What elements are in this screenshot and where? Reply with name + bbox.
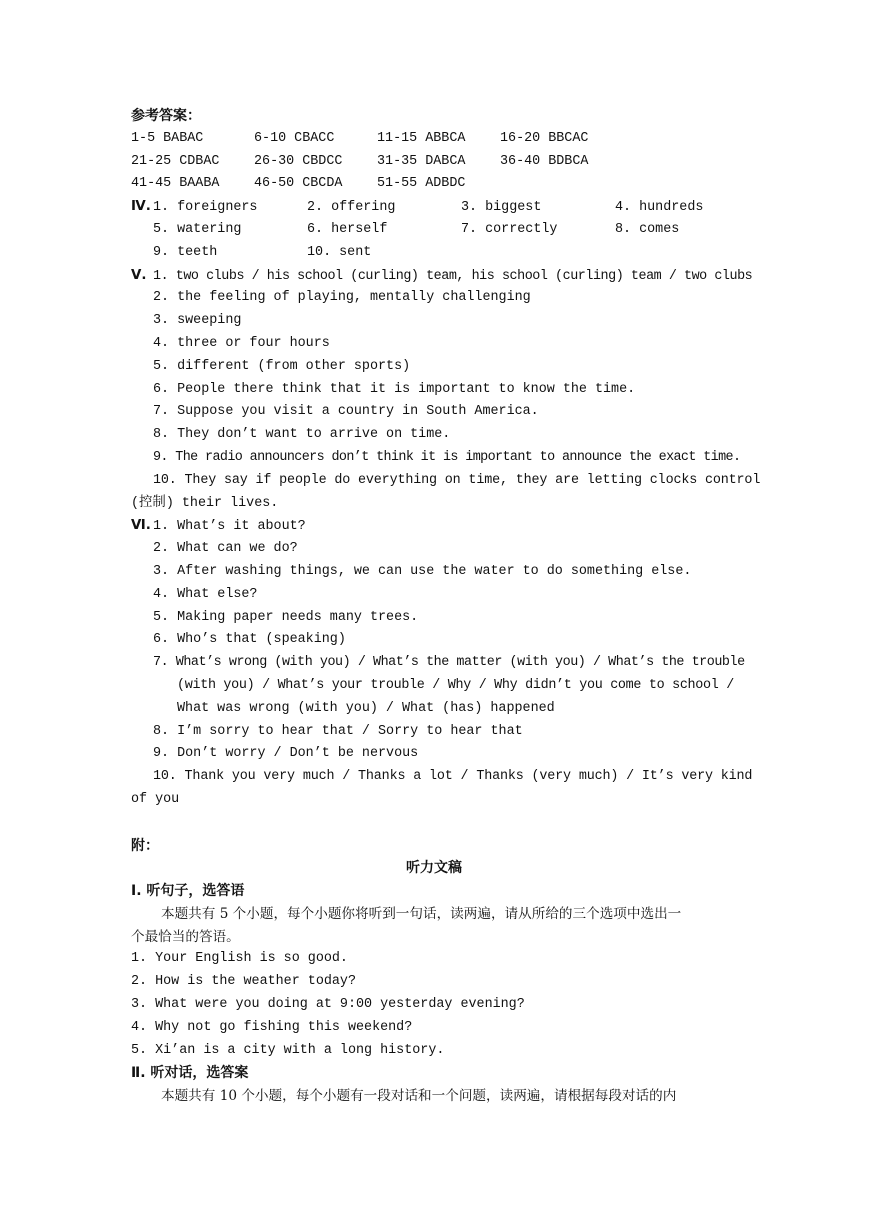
sec6-item-continued: (with you) / What’s your trouble / Why / Why didn’t you come to school / (177, 677, 734, 693)
mc-cell: 1-5 BABAC (131, 130, 204, 146)
sec4-roman: Ⅳ. (131, 199, 151, 215)
part1-sentence: 1. Your English is so good. (131, 951, 348, 967)
sec5-item: 7. Suppose you visit a country in South America. (153, 404, 539, 420)
sec5-item: 3. sweeping (153, 313, 242, 329)
sec5-item: 9. The radio announcers don’t think it is important to announce the exact time. (153, 449, 741, 465)
sec6-item: 9. Don’t worry / Don’t be nervous (153, 746, 419, 762)
mc-cell: 6-10 CBACC (254, 130, 335, 146)
sec5-item: 1. two clubs / his school (curling) team, his school (curling) team / two clubs (153, 268, 753, 284)
appendix-label: 附： (131, 837, 159, 854)
sec5-item: 8. They don’t want to arrive on time. (153, 427, 451, 443)
mc-cell: 21-25 CDBAC (131, 153, 220, 169)
sec6-item: 3. After washing things, we can use the water to do something else. (153, 563, 692, 579)
sec5-item: 10. They say if people do everything on time, they are letting clocks control (153, 472, 761, 488)
sec6-item: 8. I’m sorry to hear that / Sorry to hear that (153, 723, 523, 739)
sec5-item: 4. three or four hours (153, 335, 330, 351)
sec4-row (131, 196, 737, 219)
sec6-item-continued: What was wrong (with you) / What (has) happened (177, 700, 555, 716)
sec4-row (131, 219, 737, 242)
mc-cell: 16-20 BBCAC (500, 130, 589, 146)
mc-cell: 46-50 CBCDA (254, 176, 343, 192)
mc-cell: 11-15 ABBCA (377, 130, 466, 146)
sec4-item: 2. offering (307, 200, 396, 216)
mc-row (131, 128, 737, 151)
sec6-item: 5. Making paper needs many trees. (153, 609, 419, 625)
part1-sentence: 3. What were you doing at 9:00 yesterday evening? (131, 997, 525, 1013)
part1-sentence: 5. Xi’an is a city with a long history. (131, 1042, 445, 1058)
sec5-roman: Ⅴ. (131, 267, 147, 283)
sec4-item: 10. sent (307, 244, 372, 260)
sec5-line (131, 265, 753, 288)
sec4-item: 4. hundreds (615, 200, 704, 216)
sec4-item: 6. herself (307, 221, 388, 237)
mc-cell: 51-55 ADBDC (377, 176, 466, 192)
mc-row (131, 173, 737, 196)
sec4-item: 7. correctly (461, 221, 558, 237)
sec6-item: 6. Who’s that (speaking) (153, 632, 346, 648)
sec4-item: 1. foreigners (153, 200, 258, 216)
sec6-item: 7. What’s wrong (with you) / What’s the matter (with you) / What’s the trouble (153, 655, 745, 671)
part2-title: Ⅱ. 听对话，选答案 (131, 1065, 249, 1082)
sec5-item-continued: (控制) their lives. (131, 495, 279, 511)
answers-heading: 参考答案： (131, 108, 201, 124)
sec6-line (131, 515, 737, 538)
part1-intro-continued: 个最恰当的答语。 (131, 928, 240, 945)
sec6-item: 10. Thank you very much / Thanks a lot / Thanks (very much) / It’s very kind (153, 769, 753, 785)
sec6-item: 1. What’s it about? (153, 519, 306, 535)
sec4-item: 5. watering (153, 221, 242, 237)
part1-sentence: 4. Why not go fishing this weekend? (131, 1019, 413, 1035)
sec6-item: 2. What can we do? (153, 541, 298, 557)
sec6-item: 4. What else? (153, 586, 258, 602)
mc-cell: 31-35 DABCA (377, 153, 466, 169)
transcript-title: 听力文稿 (406, 860, 462, 877)
part1-intro: 本题共有 5 个小题，每个小题你将听到一句话，读两遍，请从所给的三个选项中选出一 (161, 905, 682, 922)
sec4-row (131, 242, 737, 265)
sec4-item: 8. comes (615, 221, 680, 237)
sec4-item: 9. teeth (153, 244, 218, 260)
sec5-item: 6. People there think that it is important to know the time. (153, 381, 636, 397)
sec6-roman: Ⅵ. (131, 518, 151, 534)
sec4-item: 3. biggest (461, 200, 542, 216)
mc-cell: 26-30 CBDCC (254, 153, 343, 169)
part2-intro: 本题共有 10 个小题，每个小题有一段对话和一个问题，读两遍，请根据每段对话的内 (161, 1088, 677, 1105)
sec6-item-continued: of you (131, 791, 180, 807)
mc-cell: 36-40 BDBCA (500, 153, 589, 169)
mc-cell: 41-45 BAABA (131, 176, 220, 192)
answer-document (131, 105, 761, 1108)
part1-sentence: 2. How is the weather today? (131, 974, 356, 990)
mc-row (131, 151, 737, 174)
sec5-item: 2. the feeling of playing, mentally challenging (153, 290, 531, 306)
part1-title: Ⅰ. 听句子，选答语 (131, 883, 245, 900)
sec5-item: 5. different (from other sports) (153, 358, 411, 374)
